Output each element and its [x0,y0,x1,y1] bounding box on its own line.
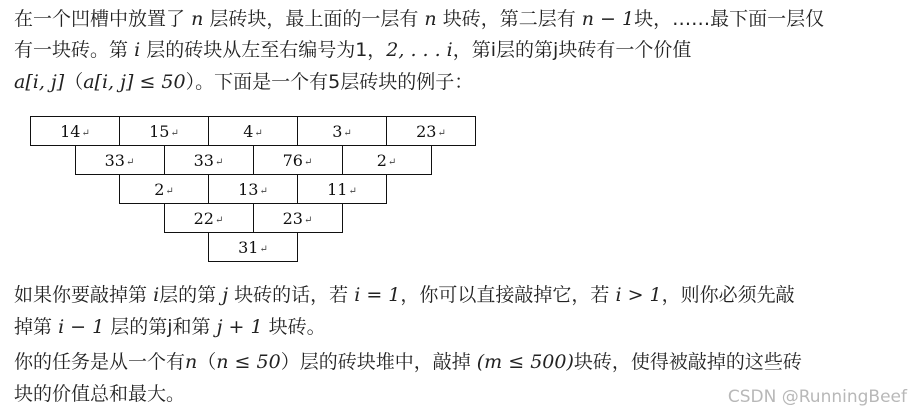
brick-cell-r1-c3 [208,116,298,146]
text: 你的任务是从一个有 [14,351,186,373]
brick-cell-r4-c2 [253,203,343,233]
brick-value: 14 [60,121,81,141]
text: 块砖。 [268,316,326,338]
rule-line-2 [14,314,326,340]
return-mark-icon: ↵ [437,127,446,139]
text: 块砖，第二层有 [442,8,576,30]
text: 层砖块，最上面的一层有 [209,8,419,30]
text: ，则你必须先敲 [661,284,795,306]
math-n: n [191,8,204,30]
return-mark-icon: ↵ [343,127,352,139]
text: 块砖，使得被敲掉的这些砖 [573,351,802,373]
text: 层的第 [159,284,217,306]
math-i-eq-1: i = 1 [354,284,401,306]
brick-value: 23 [282,208,303,228]
text: 块砖的话，若 [234,284,349,306]
text: ）。下面是一个有5层砖块的例子： [185,71,474,93]
intro-line-2 [14,37,691,63]
return-mark-icon: ↵ [259,185,268,197]
math-n: n [185,351,198,373]
brick-value: 33 [193,150,214,170]
brick-value: 3 [332,121,343,141]
brick-cell-r5-c1 [208,232,298,262]
math-a-ij: a[i, j] [14,71,65,93]
text: 如果你要敲掉第 [14,284,148,306]
task-line-2 [14,381,185,407]
return-mark-icon: ↵ [259,243,268,255]
return-mark-icon: ↵ [214,214,224,226]
math-n: n [424,8,437,30]
brick-value: 22 [193,208,214,228]
watermark: CSDN @RunningBeef [727,387,907,407]
brick-cell-r2-c1 [75,145,165,175]
text: 掉第 [14,316,53,338]
brick-cell-r4-c1 [164,203,254,233]
return-mark-icon: ↵ [387,156,397,168]
text: （ [64,71,84,93]
return-mark-icon: ↵ [303,156,313,168]
text: 在一个凹槽中放置了 [14,8,186,30]
math-m-le-500: (m ≤ 500) [476,351,574,373]
brick-value: 76 [282,150,303,170]
brick-value: 23 [416,121,437,141]
math-n-le-50: n ≤ 50 [216,351,281,373]
return-mark-icon: ↵ [125,156,135,168]
intro-line-3 [14,69,473,95]
brick-cell-r3-c2 [208,174,298,204]
brick-value: 2 [376,150,387,170]
text: ，第i层的第j块砖有一个价值 [452,39,692,61]
rule-line-1 [14,282,795,308]
text: ）层的砖块堆中，敲掉 [280,351,471,373]
brick-cell-r1-c5 [386,116,476,146]
intro-line-1 [14,6,824,32]
text: 块的价值总和最大。 [14,383,186,405]
math-i: i [134,39,141,61]
text: 块，……最下面一层仅 [634,8,825,30]
math-i: i [153,284,160,306]
text: ，你可以直接敲掉它，若 [400,284,610,306]
brick-value: 11 [327,179,348,199]
return-mark-icon: ↵ [170,127,179,139]
return-mark-icon: ↵ [214,156,224,168]
brick-cell-r2-c2 [164,145,254,175]
brick-cell-r2-c4 [342,145,432,175]
math-i-gt-1: i > 1 [615,284,662,306]
brick-cell-r3-c1 [119,174,209,204]
brick-cell-r1-c2 [119,116,209,146]
text: 有一块砖。第 [14,39,129,61]
math-constraint: a[i, j] ≤ 50 [83,71,186,93]
brick-cell-r3-c3 [297,174,387,204]
brick-cell-r2-c3 [253,145,343,175]
text: 层的第j和第 [110,316,211,338]
return-mark-icon: ↵ [81,127,90,139]
return-mark-icon: ↵ [303,214,313,226]
return-mark-icon: ↵ [165,185,174,197]
task-line-1 [14,349,802,375]
return-mark-icon: ↵ [254,127,263,139]
brick-value: 13 [238,179,259,199]
brick-cell-r1-c4 [297,116,387,146]
brick-value: 31 [238,237,259,257]
math-j: j [222,284,229,306]
brick-value: 15 [149,121,170,141]
math-n-minus-1: n − 1 [581,8,635,30]
text: 层的砖块从左至右编号为1， [146,39,387,61]
text: （ [197,351,217,373]
brick-value: 2 [154,179,165,199]
math-i-minus-1: i − 1 [58,316,105,338]
brick-cell-r1-c1 [30,116,120,146]
math-sequence: 2, . . . i [386,39,453,61]
brick-value: 4 [243,121,254,141]
brick-value: 33 [104,150,125,170]
math-j-plus-1: j + 1 [216,316,263,338]
return-mark-icon: ↵ [348,185,357,197]
